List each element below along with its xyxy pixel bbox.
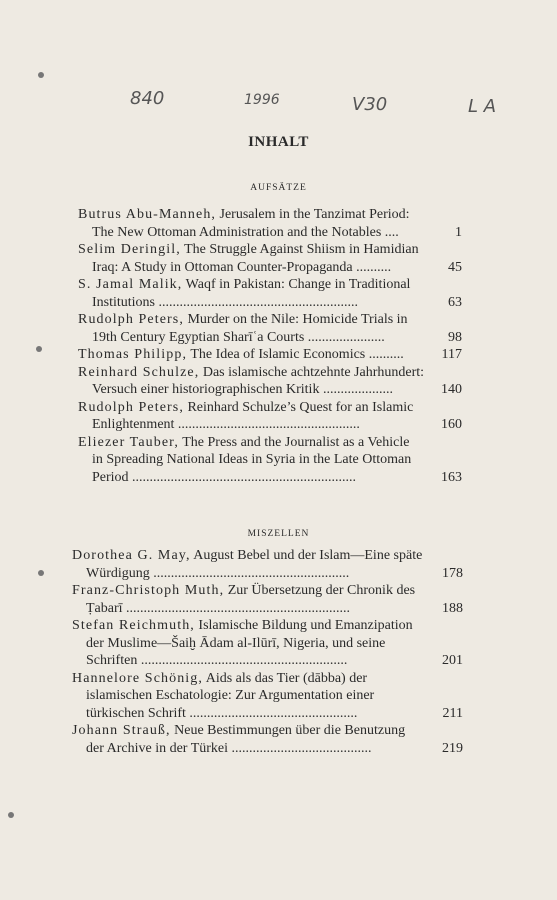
toc-title-text: Islamische Bildung und Emanzipation — [198, 618, 413, 633]
toc-title-continuation: in Spreading National Ideas in Syria in the Late Ottoman — [92, 452, 412, 467]
toc-author: Dorothea G. May, — [72, 548, 191, 563]
toc-author: Thomas Philipp, — [78, 347, 188, 362]
handwritten-mark: 840 — [130, 88, 165, 109]
toc-entry — [72, 670, 463, 723]
punch-hole-mark — [36, 346, 42, 352]
toc-title-continuation: Enlightenment .................................................... — [92, 417, 360, 432]
toc-title-text: Neue Bestimmungen über die Benutzung — [174, 723, 406, 738]
toc-page-number: 1 — [455, 224, 462, 240]
toc-title-continuation: Iraq: A Study in Ottoman Counter-Propaganda .......... — [92, 259, 392, 275]
toc-entry — [78, 399, 462, 434]
toc-title-continuation: Würdigung ........................................................ — [86, 565, 350, 581]
handwritten-mark: L A — [468, 96, 497, 117]
page-title: INHALT — [248, 134, 309, 150]
toc-entry — [78, 206, 462, 241]
toc-title-text: Aids als das Tier (dābba) der — [205, 670, 368, 686]
toc-entry-first-line — [78, 241, 462, 259]
toc-entry — [78, 276, 462, 311]
section-title: AUFSÄTZE — [250, 183, 307, 193]
toc-entry — [72, 547, 463, 582]
toc-author: Rudolph Peters, — [78, 399, 184, 415]
toc-author: Stefan Reichmuth, — [72, 618, 195, 633]
toc-author: Johann Strauß, — [72, 723, 171, 738]
toc-title-text: Jerusalem in the Tanzimat Period: — [219, 207, 410, 222]
toc-page-number: 178 — [442, 565, 463, 581]
toc-title-text: Murder on the Nile: Homicide Trials in — [187, 312, 408, 327]
toc-author: Reinhard Schulze, — [78, 364, 200, 380]
toc-title-text: Waqf in Pakistan: Change in Traditional — [185, 277, 411, 292]
toc-title-continuation: Institutions ......................................................... — [92, 294, 359, 310]
toc-author: Butrus Abu-Manneh, — [78, 207, 217, 222]
toc-title-continuation: der Archive in der Türkei ........................................ — [86, 740, 372, 756]
toc-author: Rudolph Peters, — [78, 312, 184, 327]
toc-page-number: 163 — [441, 469, 462, 485]
toc-entry — [78, 311, 462, 346]
toc-entry — [78, 364, 462, 399]
toc-page-number: 201 — [442, 653, 463, 668]
toc-entry-first-line — [78, 434, 462, 452]
toc-title-continuation: Versuch einer historiographischen Kritik .................... — [92, 382, 393, 397]
toc-entry-first-line — [72, 547, 463, 565]
toc-entry-first-line — [78, 276, 462, 294]
toc-page-number: 117 — [441, 347, 462, 362]
toc-entry — [78, 346, 462, 364]
section-title: MISZELLEN — [247, 529, 310, 539]
toc-page-number: 188 — [442, 600, 463, 616]
toc-entry — [72, 617, 463, 670]
toc-title-text: Reinhard Schulze’s Quest for an Islamic — [187, 399, 414, 415]
toc-entry — [72, 582, 463, 617]
toc-title-text: August Bebel und der Islam—Eine späte — [193, 548, 423, 563]
toc-entry — [78, 434, 462, 487]
toc-page-number: 160 — [441, 417, 462, 432]
toc-author: Hannelore Schönig, — [72, 670, 203, 686]
toc-author: Eliezer Tauber, — [78, 434, 179, 450]
toc-entry-first-line — [78, 364, 462, 382]
handwritten-mark: 1996 — [244, 92, 280, 108]
toc-page-number: 211 — [442, 705, 463, 721]
toc-title-continuation: Schriften ........................................................... — [86, 653, 348, 668]
toc-entry-first-line — [72, 722, 463, 740]
toc-title-continuation: türkischen Schrift ................................................ — [86, 705, 358, 721]
toc-entry — [72, 722, 463, 757]
toc-title-continuation: islamischen Eschatologie: Zur Argumentation einer — [86, 688, 375, 703]
toc-entry-first-line — [72, 617, 463, 635]
punch-hole-mark — [38, 72, 44, 78]
toc-entry-first-line — [78, 206, 462, 224]
toc-entry — [78, 241, 462, 276]
toc-entry-first-line — [72, 582, 463, 600]
toc-title-text: The Press and the Journalist as a Vehicle — [182, 434, 410, 450]
handwritten-mark: V30 — [352, 94, 388, 115]
toc-page-number: 219 — [442, 740, 463, 756]
toc-title-continuation: 19th Century Egyptian Sharīʿa Courts ...................... — [92, 329, 385, 345]
toc-author: Franz-Christoph Muth, — [72, 583, 225, 598]
toc-entry-first-line — [72, 670, 463, 688]
toc-page-number: 98 — [448, 329, 462, 345]
punch-hole-mark — [8, 812, 14, 818]
toc-page-number: 140 — [441, 382, 462, 397]
toc-page-number: 45 — [448, 259, 462, 275]
toc-author: Selim Deringil, — [78, 242, 181, 257]
toc-entry-first-line — [78, 311, 462, 329]
toc-entry-first-line — [78, 346, 462, 364]
toc-title-text: Das islamische achtzehnte Jahrhundert: — [202, 364, 425, 380]
toc-title-continuation: der Muslime—Šaiḫ Ādam al-Ilūrī, Nigeria, und seine — [86, 635, 386, 651]
toc-title-text: The Struggle Against Shiism in Hamidian — [184, 242, 419, 257]
toc-list — [72, 547, 463, 757]
toc-entry-first-line — [78, 399, 462, 417]
toc-title-continuation: Ṭabarī ................................................................ — [86, 600, 351, 616]
toc-title-text: The Idea of Islamic Economics .......... — [190, 347, 404, 362]
toc-title-continuation: The New Ottoman Administration and the Notables .... — [92, 224, 399, 240]
toc-title-continuation: Period ................................................................ — [92, 469, 357, 485]
toc-title-text: Zur Übersetzung der Chronik des — [227, 583, 416, 598]
toc-list — [78, 206, 462, 486]
toc-page-number: 63 — [448, 294, 462, 310]
toc-author: S. Jamal Malik, — [78, 277, 183, 292]
punch-hole-mark — [38, 570, 44, 576]
